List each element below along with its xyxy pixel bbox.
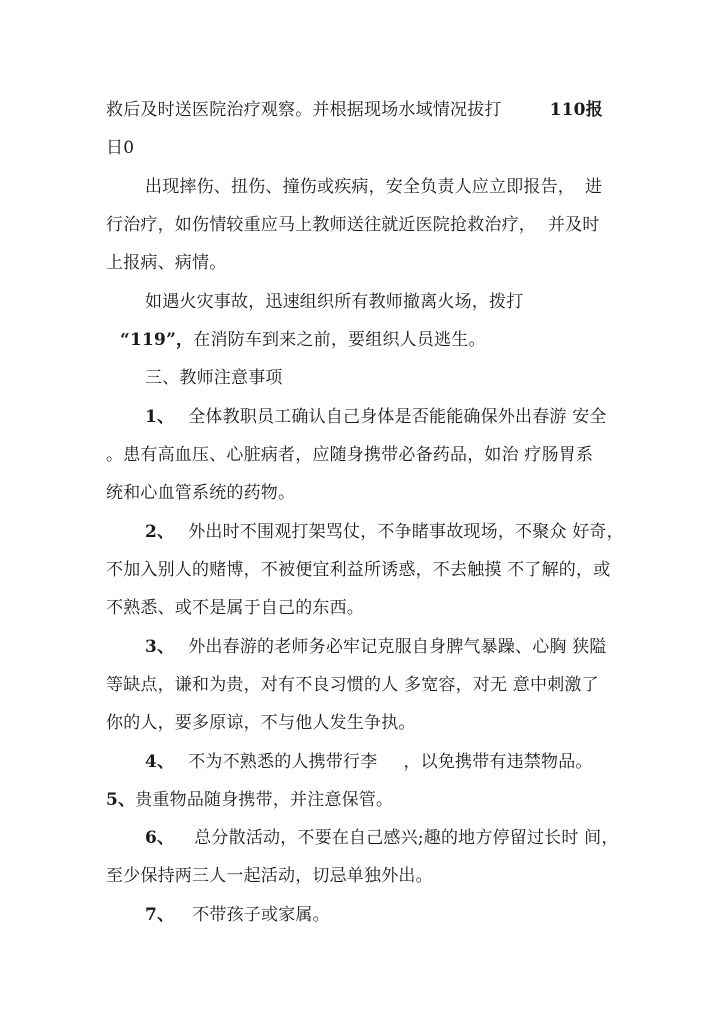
list-number: 4、 [145,752,175,772]
list-number: 2、 [145,522,175,542]
text-segment: 并及时 [548,215,600,235]
text-segment: 贵重物品随身携带，并注意保管。 [135,790,394,810]
text-segment: 如遇火灾事故，迅速组织所有教师撤离火场，拨打 [145,292,524,312]
list-item [145,406,607,428]
text-line [106,137,134,159]
text-line [106,444,593,466]
text-segment: 不为不熟悉的人携带行李 [188,752,378,772]
list-number: 5、 [106,790,136,810]
text-segment: 救后及时送医院治疗观察。并根据现场水域情况拔打 [106,100,502,120]
list-item [145,904,330,926]
section-heading [145,367,283,389]
text-segment: 全体教职员工确认自己身体是否能能确保外出春游 安全 [188,407,607,427]
text-segment: 统和心血管系统的药物。 [106,483,296,503]
text-line [120,329,486,351]
text-segment: 外出时不围观打架骂仗，不争睹事故现场，不聚众 好奇， [188,522,624,542]
text-segment: 进 [585,177,603,197]
text-line [106,214,600,236]
text-segment: 出现摔伤、扭伤、撞伤或疾病，安全负责人应立即报告， [145,177,575,197]
text-segment: 三、教师注意事项 [145,368,283,388]
text-segment: 在消防车到来之前，要组织人员逃生。 [193,330,486,350]
list-number: 3、 [145,637,175,657]
text-segment: 总分散活动，不要在自己感兴;趣的地方停留过长时 间， [194,828,619,848]
text-segment: 不带孩子或家属。 [192,905,330,925]
text-line [106,597,364,619]
text-segment: 上报病、病情。 [106,253,227,273]
list-number: 1、 [145,407,175,427]
text-line [106,252,226,274]
text-segment: ，以免携带有违禁物品。 [403,752,593,772]
text-line [106,674,599,696]
text-segment: 等缺点，谦和为贵，对有不良习惯的人 多宽容，对无 意中刺激了 [106,675,599,695]
text-segment: 你的人，要多原谅，不与他人发生争执。 [106,713,416,733]
text-segment: 至少保持两三人一起活动，切忌单独外出。 [106,866,433,886]
text-segment: “119”， [120,330,194,350]
list-item [145,827,619,849]
text-line [106,482,295,504]
text-segment: 行治疗，如伤情较重应马上教师送往就近医院抢救治疗， [106,215,536,235]
list-item [106,789,393,811]
text-segment: 外出春游的老师务必牢记克服自身脾气暴躁、心胸 狭隘 [188,637,607,657]
text-segment: 日0 [106,138,135,158]
text-line [145,291,523,313]
list-item [145,636,607,658]
text-line [145,176,602,198]
text-segment: 。患有高血压、心脏病者，应随身携带必备药品，如治 疗肠胃系 [106,445,594,465]
list-number: 7、 [145,905,175,925]
list-item [145,521,624,543]
list-number: 6、 [145,828,175,848]
text-segment: 不熟悉、或不是属于自己的东西。 [106,598,364,618]
text-segment: 不加入别人的赌博，不被便宜利益所诱惑，不去触摸 不了解的，或 [106,560,611,580]
text-line [106,712,416,734]
text-segment: 110报 [549,100,603,120]
text-line [106,99,603,121]
text-line [106,865,433,887]
list-item [145,751,593,773]
text-line [106,559,610,581]
